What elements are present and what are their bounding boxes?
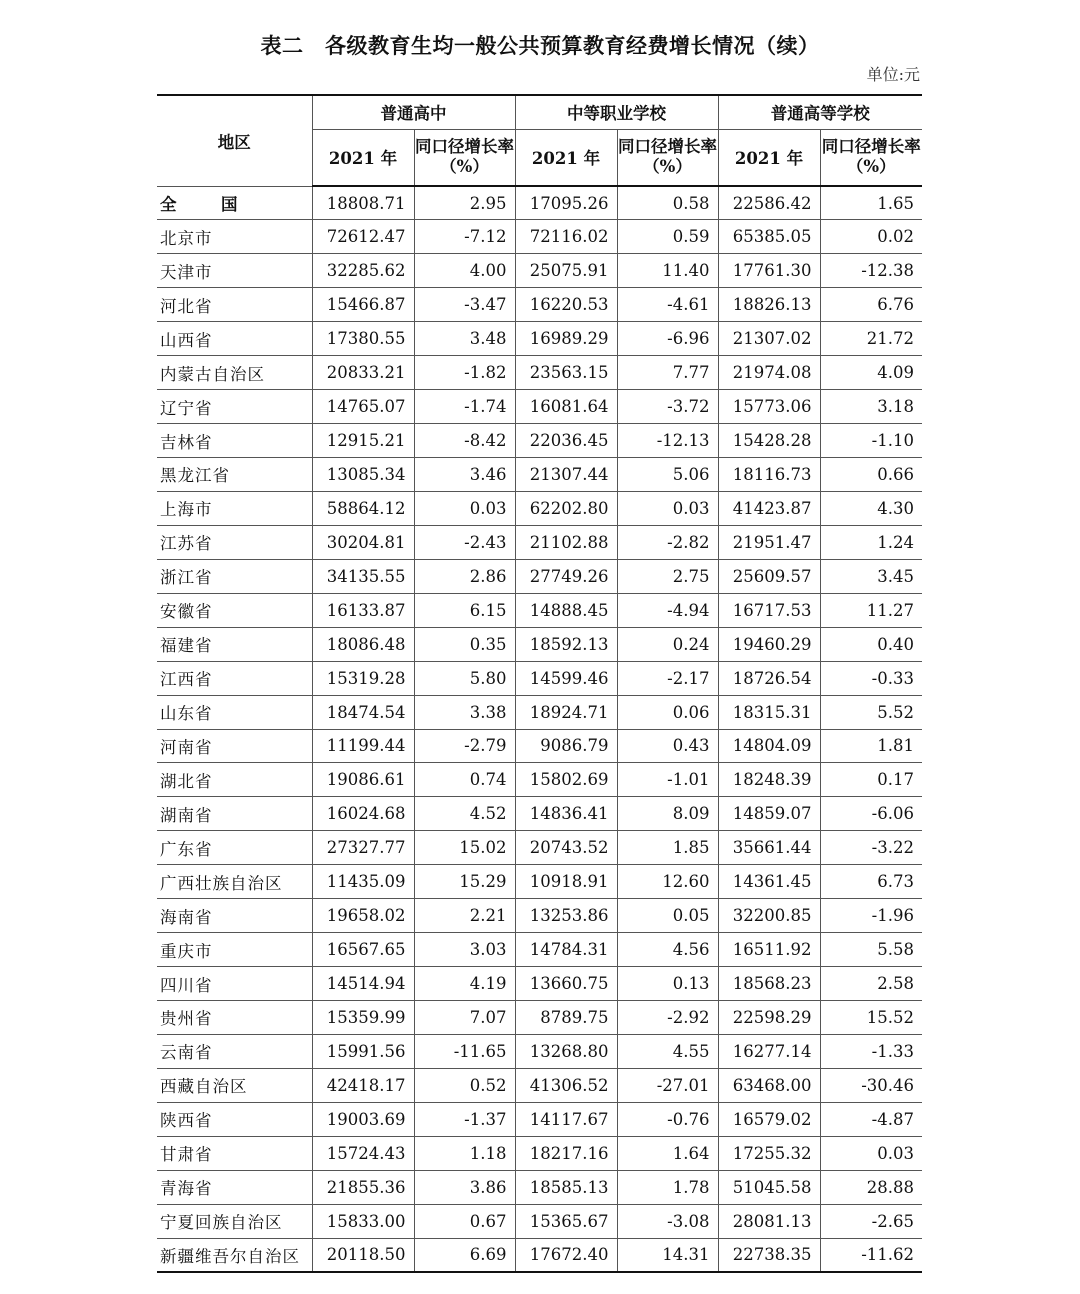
amount-cell: 62202.80 [515, 491, 617, 525]
amount-cell: 15365.67 [515, 1204, 617, 1238]
amount-cell: 15428.28 [718, 424, 820, 458]
growth-rate-cell: -12.38 [820, 254, 922, 288]
amount-cell: 16567.65 [312, 933, 414, 967]
amount-cell: 22036.45 [515, 424, 617, 458]
growth-rate-cell: 2.95 [414, 186, 515, 220]
growth-rate-cell: -2.43 [414, 525, 515, 559]
amount-cell: 32200.85 [718, 899, 820, 933]
table-row [157, 491, 922, 525]
growth-rate-cell: 3.45 [820, 559, 922, 593]
table-row [157, 525, 922, 559]
table-row [157, 424, 922, 458]
unit-label: 单位:元 [866, 65, 920, 84]
amount-cell: 8789.75 [515, 1001, 617, 1035]
growth-rate-cell: -2.92 [617, 1001, 718, 1035]
amount-cell: 14784.31 [515, 933, 617, 967]
amount-cell: 15833.00 [312, 1204, 414, 1238]
growth-rate-cell: 0.03 [820, 1136, 922, 1170]
region-cell: 新疆维吾尔自治区 [157, 1238, 312, 1272]
amount-cell: 11199.44 [312, 729, 414, 763]
growth-rate-cell: -1.37 [414, 1102, 515, 1136]
amount-cell: 51045.58 [718, 1170, 820, 1204]
table-row [157, 1068, 922, 1102]
region-cell: 湖南省 [157, 797, 312, 831]
column-header-year: 2021 年 [312, 129, 414, 186]
amount-cell: 18116.73 [718, 458, 820, 492]
growth-rate-cell: 0.43 [617, 729, 718, 763]
growth-rate-cell: 0.03 [617, 491, 718, 525]
amount-cell: 14836.41 [515, 797, 617, 831]
region-cell: 河北省 [157, 288, 312, 322]
amount-cell: 18808.71 [312, 186, 414, 220]
growth-rate-cell: 15.29 [414, 865, 515, 899]
growth-rate-cell: -6.06 [820, 797, 922, 831]
growth-rate-cell: 15.52 [820, 1001, 922, 1035]
growth-rate-cell: 11.27 [820, 593, 922, 627]
amount-cell: 20118.50 [312, 1238, 414, 1272]
growth-rate-cell: -1.82 [414, 356, 515, 390]
table-row [157, 1001, 922, 1035]
growth-rate-cell: 0.74 [414, 763, 515, 797]
growth-rate-cell: 3.38 [414, 695, 515, 729]
growth-rate-cell: 1.78 [617, 1170, 718, 1204]
amount-cell: 25609.57 [718, 559, 820, 593]
growth-rate-cell: -0.33 [820, 661, 922, 695]
growth-rate-cell: -7.12 [414, 220, 515, 254]
table-row [157, 831, 922, 865]
table-row [157, 933, 922, 967]
column-header-rate: 同口径增长率（%） [617, 129, 718, 186]
growth-rate-cell: -8.42 [414, 424, 515, 458]
growth-rate-cell: -4.94 [617, 593, 718, 627]
amount-cell: 19003.69 [312, 1102, 414, 1136]
amount-cell: 15724.43 [312, 1136, 414, 1170]
amount-cell: 18568.23 [718, 967, 820, 1001]
amount-cell: 16579.02 [718, 1102, 820, 1136]
region-cell: 全 国 [157, 186, 312, 220]
column-header-rate: 同口径增长率（%） [414, 129, 515, 186]
table-row [157, 865, 922, 899]
amount-cell: 27749.26 [515, 559, 617, 593]
amount-cell: 10918.91 [515, 865, 617, 899]
growth-rate-cell: 0.03 [414, 491, 515, 525]
table-row [157, 1170, 922, 1204]
growth-rate-cell: -27.01 [617, 1068, 718, 1102]
table-row [157, 220, 922, 254]
amount-cell: 16024.68 [312, 797, 414, 831]
amount-cell: 21307.44 [515, 458, 617, 492]
growth-rate-cell: 7.07 [414, 1001, 515, 1035]
table-row [157, 661, 922, 695]
growth-rate-cell: 3.48 [414, 322, 515, 356]
amount-cell: 19460.29 [718, 627, 820, 661]
amount-cell: 14117.67 [515, 1102, 617, 1136]
region-cell: 贵州省 [157, 1001, 312, 1035]
growth-rate-cell: 1.24 [820, 525, 922, 559]
amount-cell: 20833.21 [312, 356, 414, 390]
table-row [157, 1204, 922, 1238]
region-cell: 福建省 [157, 627, 312, 661]
table-row [157, 695, 922, 729]
growth-rate-cell: -6.96 [617, 322, 718, 356]
region-cell: 陕西省 [157, 1102, 312, 1136]
growth-rate-cell: 2.86 [414, 559, 515, 593]
growth-rate-cell: 5.58 [820, 933, 922, 967]
growth-rate-cell: -0.76 [617, 1102, 718, 1136]
amount-cell: 13253.86 [515, 899, 617, 933]
table-row [157, 729, 922, 763]
growth-rate-cell: -3.08 [617, 1204, 718, 1238]
amount-cell: 72612.47 [312, 220, 414, 254]
table-row [157, 356, 922, 390]
amount-cell: 16989.29 [515, 322, 617, 356]
amount-cell: 21951.47 [718, 525, 820, 559]
growth-rate-cell: 3.03 [414, 933, 515, 967]
growth-rate-cell: 2.58 [820, 967, 922, 1001]
growth-rate-cell: 2.21 [414, 899, 515, 933]
growth-rate-cell: -4.87 [820, 1102, 922, 1136]
growth-rate-cell: 6.76 [820, 288, 922, 322]
amount-cell: 14514.94 [312, 967, 414, 1001]
region-cell: 青海省 [157, 1170, 312, 1204]
region-cell: 江西省 [157, 661, 312, 695]
region-cell: 河南省 [157, 729, 312, 763]
amount-cell: 15773.06 [718, 390, 820, 424]
growth-rate-cell: 4.09 [820, 356, 922, 390]
growth-rate-cell: 4.56 [617, 933, 718, 967]
table-row [157, 390, 922, 424]
amount-cell: 14859.07 [718, 797, 820, 831]
amount-cell: 17380.55 [312, 322, 414, 356]
amount-cell: 20743.52 [515, 831, 617, 865]
amount-cell: 21102.88 [515, 525, 617, 559]
amount-cell: 32285.62 [312, 254, 414, 288]
growth-rate-cell: -3.72 [617, 390, 718, 424]
amount-cell: 28081.13 [718, 1204, 820, 1238]
amount-cell: 16081.64 [515, 390, 617, 424]
growth-rate-cell: 0.40 [820, 627, 922, 661]
region-cell: 山西省 [157, 322, 312, 356]
amount-cell: 15466.87 [312, 288, 414, 322]
table-row [157, 627, 922, 661]
table-row [157, 967, 922, 1001]
growth-rate-cell: 0.17 [820, 763, 922, 797]
growth-rate-cell: 4.19 [414, 967, 515, 1001]
growth-rate-cell: 3.18 [820, 390, 922, 424]
growth-rate-cell: 0.06 [617, 695, 718, 729]
growth-rate-cell: 4.30 [820, 491, 922, 525]
amount-cell: 15319.28 [312, 661, 414, 695]
growth-rate-cell: 0.35 [414, 627, 515, 661]
region-cell: 重庆市 [157, 933, 312, 967]
region-cell: 云南省 [157, 1034, 312, 1068]
growth-rate-cell: 0.05 [617, 899, 718, 933]
growth-rate-cell: -1.10 [820, 424, 922, 458]
amount-cell: 23563.15 [515, 356, 617, 390]
growth-rate-cell: -2.17 [617, 661, 718, 695]
amount-cell: 63468.00 [718, 1068, 820, 1102]
amount-cell: 14765.07 [312, 390, 414, 424]
column-header-region: 地区 [157, 95, 312, 186]
region-cell: 上海市 [157, 491, 312, 525]
region-cell: 北京市 [157, 220, 312, 254]
growth-rate-cell: 5.80 [414, 661, 515, 695]
growth-rate-cell: -12.13 [617, 424, 718, 458]
growth-rate-cell: -1.33 [820, 1034, 922, 1068]
column-group-higher-ed: 普通高等学校 [718, 95, 922, 129]
growth-rate-cell: -3.47 [414, 288, 515, 322]
growth-rate-cell: -11.62 [820, 1238, 922, 1272]
table-row [157, 186, 922, 220]
growth-rate-cell: 1.18 [414, 1136, 515, 1170]
amount-cell: 18315.31 [718, 695, 820, 729]
amount-cell: 15359.99 [312, 1001, 414, 1035]
amount-cell: 19086.61 [312, 763, 414, 797]
amount-cell: 18826.13 [718, 288, 820, 322]
amount-cell: 72116.02 [515, 220, 617, 254]
table-row [157, 763, 922, 797]
region-cell: 湖北省 [157, 763, 312, 797]
growth-rate-cell: 0.24 [617, 627, 718, 661]
region-cell: 广东省 [157, 831, 312, 865]
table-body [157, 186, 922, 1272]
table-title: 表二 各级教育生均一般公共预算教育经费增长情况（续） [260, 33, 820, 58]
table-row [157, 559, 922, 593]
table-row [157, 322, 922, 356]
amount-cell: 18924.71 [515, 695, 617, 729]
table-row [157, 1136, 922, 1170]
amount-cell: 11435.09 [312, 865, 414, 899]
amount-cell: 15802.69 [515, 763, 617, 797]
column-header-rate: 同口径增长率（%） [820, 129, 922, 186]
region-cell: 山东省 [157, 695, 312, 729]
amount-cell: 41423.87 [718, 491, 820, 525]
growth-rate-cell: 0.67 [414, 1204, 515, 1238]
growth-rate-cell: 15.02 [414, 831, 515, 865]
growth-rate-cell: 8.09 [617, 797, 718, 831]
amount-cell: 21307.02 [718, 322, 820, 356]
growth-rate-cell: 2.75 [617, 559, 718, 593]
amount-cell: 22738.35 [718, 1238, 820, 1272]
amount-cell: 17255.32 [718, 1136, 820, 1170]
growth-rate-cell: 7.77 [617, 356, 718, 390]
growth-rate-cell: -1.74 [414, 390, 515, 424]
growth-rate-cell: 1.81 [820, 729, 922, 763]
table-row [157, 593, 922, 627]
growth-rate-cell: 1.85 [617, 831, 718, 865]
column-group-senior-high: 普通高中 [312, 95, 515, 129]
amount-cell: 25075.91 [515, 254, 617, 288]
region-cell: 江苏省 [157, 525, 312, 559]
region-cell: 四川省 [157, 967, 312, 1001]
amount-cell: 30204.81 [312, 525, 414, 559]
growth-rate-cell: 4.52 [414, 797, 515, 831]
region-cell: 天津市 [157, 254, 312, 288]
amount-cell: 18585.13 [515, 1170, 617, 1204]
growth-rate-cell: 4.55 [617, 1034, 718, 1068]
growth-rate-cell: -4.61 [617, 288, 718, 322]
growth-rate-cell: 6.73 [820, 865, 922, 899]
growth-rate-cell: 5.06 [617, 458, 718, 492]
growth-rate-cell: 28.88 [820, 1170, 922, 1204]
amount-cell: 16133.87 [312, 593, 414, 627]
amount-cell: 13268.80 [515, 1034, 617, 1068]
amount-cell: 16277.14 [718, 1034, 820, 1068]
amount-cell: 14599.46 [515, 661, 617, 695]
growth-rate-cell: -1.01 [617, 763, 718, 797]
table-row [157, 1034, 922, 1068]
growth-rate-cell: 0.59 [617, 220, 718, 254]
amount-cell: 14888.45 [515, 593, 617, 627]
education-funding-table [157, 94, 922, 1273]
region-cell: 广西壮族自治区 [157, 865, 312, 899]
amount-cell: 41306.52 [515, 1068, 617, 1102]
column-header-year: 2021 年 [515, 129, 617, 186]
column-group-vocational: 中等职业学校 [515, 95, 718, 129]
amount-cell: 13085.34 [312, 458, 414, 492]
amount-cell: 16717.53 [718, 593, 820, 627]
table-row [157, 797, 922, 831]
growth-rate-cell: -1.96 [820, 899, 922, 933]
growth-rate-cell: 5.52 [820, 695, 922, 729]
amount-cell: 65385.05 [718, 220, 820, 254]
region-cell: 浙江省 [157, 559, 312, 593]
amount-cell: 18086.48 [312, 627, 414, 661]
growth-rate-cell: -3.22 [820, 831, 922, 865]
amount-cell: 21855.36 [312, 1170, 414, 1204]
amount-cell: 18217.16 [515, 1136, 617, 1170]
amount-cell: 18248.39 [718, 763, 820, 797]
growth-rate-cell: 0.58 [617, 186, 718, 220]
growth-rate-cell: 6.15 [414, 593, 515, 627]
amount-cell: 19658.02 [312, 899, 414, 933]
amount-cell: 13660.75 [515, 967, 617, 1001]
growth-rate-cell: 1.65 [820, 186, 922, 220]
header-row-groups [157, 95, 922, 129]
growth-rate-cell: 21.72 [820, 322, 922, 356]
table-row [157, 1238, 922, 1272]
region-cell: 海南省 [157, 899, 312, 933]
amount-cell: 16511.92 [718, 933, 820, 967]
growth-rate-cell: -11.65 [414, 1034, 515, 1068]
amount-cell: 21974.08 [718, 356, 820, 390]
amount-cell: 34135.55 [312, 559, 414, 593]
amount-cell: 15991.56 [312, 1034, 414, 1068]
amount-cell: 58864.12 [312, 491, 414, 525]
table-row [157, 288, 922, 322]
growth-rate-cell: 0.66 [820, 458, 922, 492]
growth-rate-cell: 3.86 [414, 1170, 515, 1204]
amount-cell: 22598.29 [718, 1001, 820, 1035]
growth-rate-cell: -2.82 [617, 525, 718, 559]
amount-cell: 14361.45 [718, 865, 820, 899]
amount-cell: 42418.17 [312, 1068, 414, 1102]
region-cell: 吉林省 [157, 424, 312, 458]
growth-rate-cell: 12.60 [617, 865, 718, 899]
region-cell: 辽宁省 [157, 390, 312, 424]
region-cell: 安徽省 [157, 593, 312, 627]
growth-rate-cell: 14.31 [617, 1238, 718, 1272]
amount-cell: 17095.26 [515, 186, 617, 220]
amount-cell: 16220.53 [515, 288, 617, 322]
amount-cell: 14804.09 [718, 729, 820, 763]
amount-cell: 27327.77 [312, 831, 414, 865]
amount-cell: 12915.21 [312, 424, 414, 458]
growth-rate-cell: 1.64 [617, 1136, 718, 1170]
amount-cell: 18592.13 [515, 627, 617, 661]
amount-cell: 18474.54 [312, 695, 414, 729]
growth-rate-cell: 0.52 [414, 1068, 515, 1102]
growth-rate-cell: 4.00 [414, 254, 515, 288]
amount-cell: 18726.54 [718, 661, 820, 695]
region-cell: 黑龙江省 [157, 458, 312, 492]
growth-rate-cell: -30.46 [820, 1068, 922, 1102]
region-cell: 宁夏回族自治区 [157, 1204, 312, 1238]
region-cell: 西藏自治区 [157, 1068, 312, 1102]
region-cell: 甘肃省 [157, 1136, 312, 1170]
column-header-year: 2021 年 [718, 129, 820, 186]
amount-cell: 17761.30 [718, 254, 820, 288]
growth-rate-cell: 6.69 [414, 1238, 515, 1272]
growth-rate-cell: 0.13 [617, 967, 718, 1001]
amount-cell: 35661.44 [718, 831, 820, 865]
growth-rate-cell: 11.40 [617, 254, 718, 288]
region-cell: 内蒙古自治区 [157, 356, 312, 390]
growth-rate-cell: -2.65 [820, 1204, 922, 1238]
table-row [157, 254, 922, 288]
amount-cell: 22586.42 [718, 186, 820, 220]
amount-cell: 9086.79 [515, 729, 617, 763]
growth-rate-cell: -2.79 [414, 729, 515, 763]
growth-rate-cell: 3.46 [414, 458, 515, 492]
table-row [157, 1102, 922, 1136]
table-row [157, 458, 922, 492]
growth-rate-cell: 0.02 [820, 220, 922, 254]
amount-cell: 17672.40 [515, 1238, 617, 1272]
table-row [157, 899, 922, 933]
